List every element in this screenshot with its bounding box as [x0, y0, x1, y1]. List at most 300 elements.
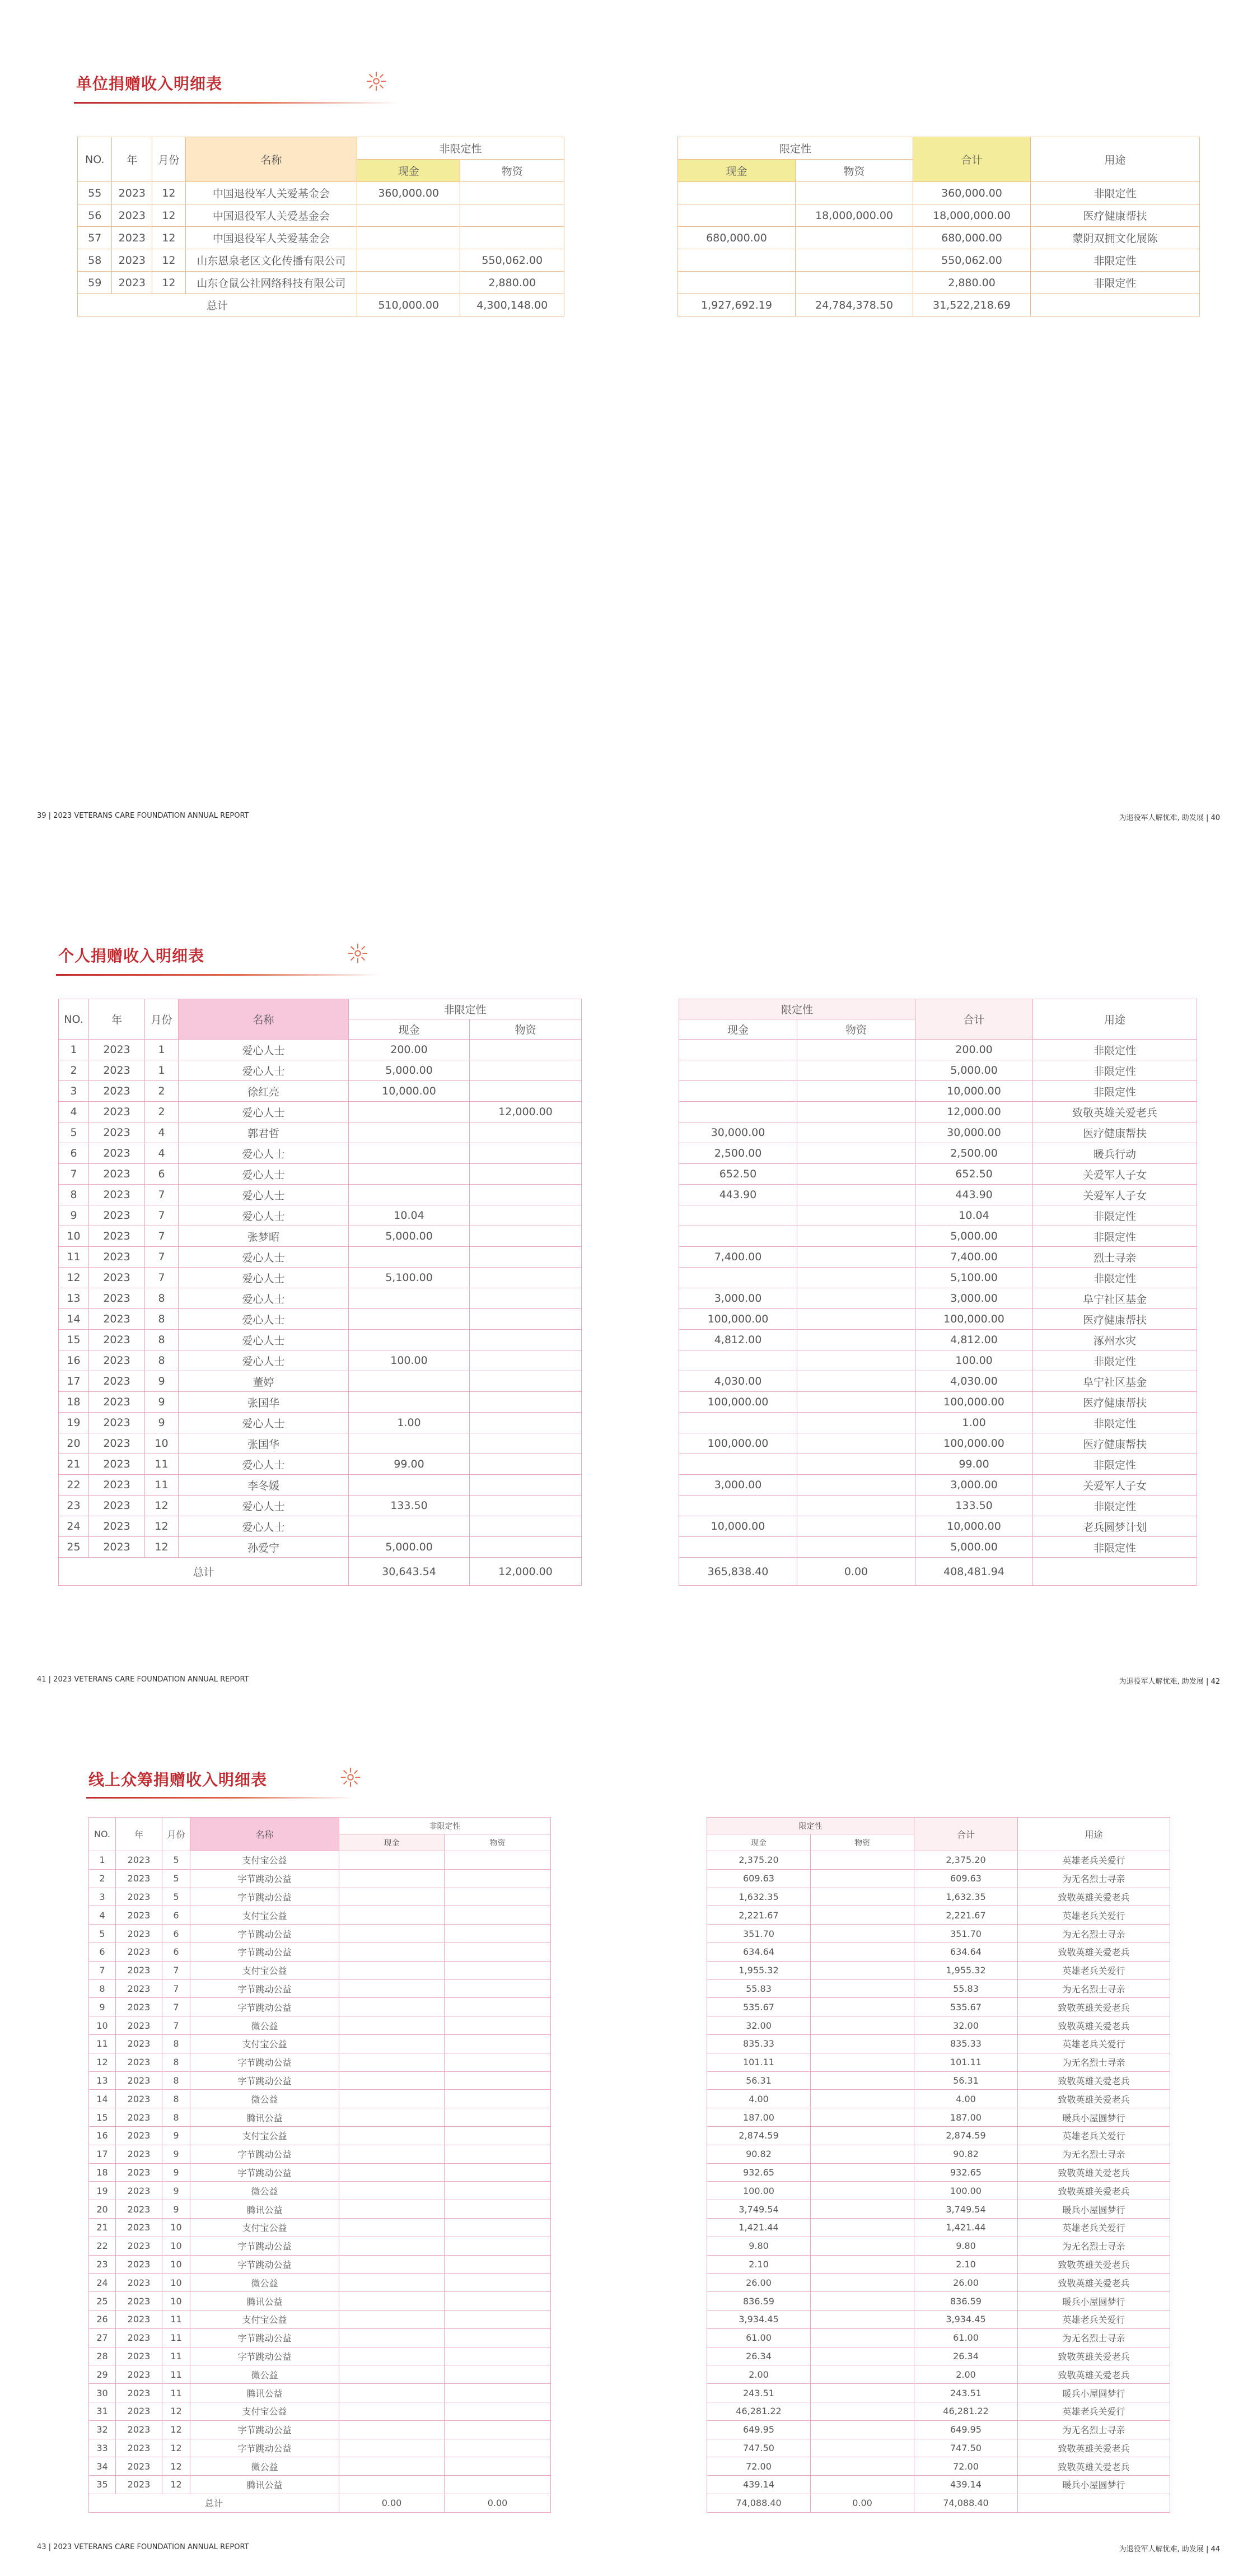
cell-month: 12	[152, 227, 185, 249]
cell-total: 1.00	[915, 1413, 1033, 1433]
cell-nonrestricted-cash	[339, 2071, 445, 2090]
cell-month: 9	[162, 2145, 190, 2163]
cell-month: 11	[162, 2347, 190, 2365]
cell-nonrestricted-cash	[339, 2420, 445, 2439]
col-header-no: NO.	[59, 999, 89, 1040]
cell-restricted-cash	[679, 1537, 797, 1558]
cell-month: 5	[162, 1851, 190, 1870]
cell-total: 200.00	[915, 1040, 1033, 1060]
cell-restricted-goods	[811, 2145, 914, 2163]
table-row	[89, 1998, 551, 2016]
cell-purpose: 医疗健康帮扶	[1033, 1433, 1197, 1454]
cell-no: 14	[59, 1309, 89, 1330]
table-row	[89, 1869, 551, 1888]
cell-restricted-cash	[679, 1226, 797, 1247]
table-row	[707, 1851, 1170, 1870]
col-header-name: 名称	[179, 999, 349, 1040]
cell-month: 6	[162, 1943, 190, 1961]
cell-no: 7	[59, 1164, 89, 1185]
table-row	[59, 1205, 582, 1226]
col-header-year: 年	[89, 999, 145, 1040]
cell-restricted-goods	[811, 2071, 914, 2090]
cell-total: 12,000.00	[915, 1102, 1033, 1122]
cell-year: 2023	[89, 1185, 145, 1205]
cell-nonrestricted-cash: 5,100.00	[349, 1268, 470, 1288]
cell-name: 字节跳动公益	[190, 2237, 339, 2255]
cell-month: 12	[162, 2476, 190, 2494]
cell-restricted-cash	[679, 1413, 797, 1433]
total-restricted-goods: 0.00	[811, 2494, 914, 2512]
cell-restricted-goods	[811, 2016, 914, 2035]
cell-restricted-cash: 26.34	[707, 2347, 811, 2365]
table-row	[59, 1185, 582, 1205]
cell-no: 20	[89, 2200, 116, 2219]
cell-name: 字节跳动公益	[190, 1998, 339, 2016]
cell-month: 11	[162, 2384, 190, 2402]
table-row	[679, 1185, 1197, 1205]
cell-year: 2023	[112, 227, 152, 249]
cell-total: 100.00	[915, 1350, 1033, 1371]
cell-restricted-cash: 2,221.67	[707, 1906, 811, 1925]
col-header-cash: 现金	[349, 1019, 470, 1040]
table-row	[707, 2328, 1170, 2347]
cell-restricted-cash: 4,812.00	[679, 1330, 797, 1350]
cell-name: 李冬媛	[179, 1475, 349, 1496]
cell-nonrestricted-goods: 2,880.00	[460, 272, 564, 294]
cell-purpose: 非限定性	[1033, 1350, 1197, 1371]
col-header-restricted: 限定性	[679, 999, 915, 1019]
cell-nonrestricted-cash: 5,000.00	[349, 1060, 470, 1081]
cell-year: 2023	[116, 2310, 162, 2328]
total-row	[59, 1558, 582, 1586]
table-row	[707, 1888, 1170, 1906]
cell-year: 2023	[116, 2200, 162, 2219]
cell-nonrestricted-goods	[445, 2476, 551, 2494]
cell-total: 1,955.32	[914, 1961, 1018, 1979]
table-row	[679, 1226, 1197, 1247]
cell-name: 字节跳动公益	[190, 1943, 339, 1961]
table-row	[89, 2016, 551, 2035]
cell-no: 1	[89, 1851, 116, 1870]
cell-restricted-goods	[811, 1925, 914, 1943]
cell-restricted-cash: 4,030.00	[679, 1371, 797, 1392]
total-purpose	[1018, 2494, 1170, 2512]
cell-total: 7,400.00	[915, 1247, 1033, 1268]
cell-purpose: 英雄老兵关爱行	[1018, 1851, 1170, 1870]
table-row	[707, 1961, 1170, 1979]
table-row	[59, 1392, 582, 1413]
table-row	[89, 2420, 551, 2439]
cell-restricted-goods	[811, 2402, 914, 2420]
cell-restricted-cash: 2,874.59	[707, 2126, 811, 2145]
cell-total: 55.83	[914, 1979, 1018, 1998]
cell-restricted-cash: 56.31	[707, 2071, 811, 2090]
cell-month: 10	[162, 2237, 190, 2255]
cell-name: 腾讯公益	[190, 2384, 339, 2402]
cell-month: 10	[145, 1433, 179, 1454]
cell-year: 2023	[89, 1122, 145, 1143]
cell-name: 字节跳动公益	[190, 2071, 339, 2090]
cell-year: 2023	[112, 272, 152, 294]
cell-total: 2,500.00	[915, 1143, 1033, 1164]
table-row	[679, 1060, 1197, 1081]
cell-restricted-cash	[679, 1102, 797, 1122]
total-restricted-goods: 24,784,378.50	[796, 294, 913, 316]
table-row	[707, 2090, 1170, 2108]
cell-nonrestricted-goods	[470, 1475, 582, 1496]
cell-year: 2023	[89, 1288, 145, 1309]
cell-name: 爱心人士	[179, 1102, 349, 1122]
table-row	[707, 2347, 1170, 2365]
cell-total: 932.65	[914, 2163, 1018, 2182]
cell-total: 5,100.00	[915, 1268, 1033, 1288]
cell-total: 26.00	[914, 2274, 1018, 2292]
cell-total: 187.00	[914, 2108, 1018, 2127]
table-row	[89, 2310, 551, 2328]
cell-no: 4	[89, 1906, 116, 1925]
table-row	[679, 1496, 1197, 1516]
cell-nonrestricted-goods	[470, 1164, 582, 1185]
cell-no: 23	[59, 1496, 89, 1516]
cell-total: 360,000.00	[913, 182, 1031, 204]
cell-nonrestricted-cash	[349, 1516, 470, 1537]
cell-restricted-cash: 9.80	[707, 2237, 811, 2255]
cell-month: 1	[145, 1060, 179, 1081]
table-row	[707, 1906, 1170, 1925]
cell-total: 649.95	[914, 2420, 1018, 2439]
table-row	[59, 1081, 582, 1102]
cell-total: 351.70	[914, 1925, 1018, 1943]
cell-nonrestricted-cash	[339, 2182, 445, 2200]
table-row	[89, 2274, 551, 2292]
cell-restricted-cash: 3,934.45	[707, 2310, 811, 2328]
cell-nonrestricted-goods	[470, 1205, 582, 1226]
cell-name: 爱心人士	[179, 1496, 349, 1516]
cell-month: 9	[145, 1371, 179, 1392]
cell-no: 6	[59, 1143, 89, 1164]
table-row	[59, 1060, 582, 1081]
cell-nonrestricted-goods	[470, 1226, 582, 1247]
col-header-total: 合计	[915, 999, 1033, 1040]
cell-purpose: 关爱军人子女	[1033, 1475, 1197, 1496]
cell-month: 6	[145, 1164, 179, 1185]
table-row	[89, 2402, 551, 2420]
table-row	[707, 2053, 1170, 2071]
cell-nonrestricted-goods	[470, 1454, 582, 1475]
cell-restricted-goods	[797, 1185, 915, 1205]
table-row	[707, 2384, 1170, 2402]
cell-nonrestricted-cash	[349, 1475, 470, 1496]
cell-name: 爱心人士	[179, 1350, 349, 1371]
cell-nonrestricted-cash	[349, 1309, 470, 1330]
cell-purpose: 英雄老兵关爱行	[1018, 2402, 1170, 2420]
cell-restricted-cash: 100.00	[707, 2182, 811, 2200]
cell-nonrestricted-cash	[339, 2237, 445, 2255]
cell-no: 26	[89, 2310, 116, 2328]
col-header-name: 名称	[190, 1818, 339, 1851]
cell-nonrestricted-goods	[445, 1869, 551, 1888]
cell-purpose: 致敬英雄关爱老兵	[1018, 1943, 1170, 1961]
cell-restricted-goods	[811, 2310, 914, 2328]
cell-restricted-goods	[797, 1081, 915, 1102]
cell-no: 19	[59, 1413, 89, 1433]
cell-total: 4.00	[914, 2090, 1018, 2108]
cell-year: 2023	[116, 2163, 162, 2182]
cell-nonrestricted-cash	[349, 1371, 470, 1392]
cell-nonrestricted-cash	[349, 1247, 470, 1268]
table-row	[59, 1309, 582, 1330]
table-row	[679, 1454, 1197, 1475]
cell-month: 7	[162, 1979, 190, 1998]
cell-no: 9	[89, 1998, 116, 2016]
table-row	[707, 2108, 1170, 2127]
cell-year: 2023	[116, 2108, 162, 2127]
cell-restricted-cash: 10,000.00	[679, 1516, 797, 1537]
table-row	[89, 2108, 551, 2127]
cell-purpose: 非限定性	[1033, 1268, 1197, 1288]
cell-nonrestricted-goods	[445, 1888, 551, 1906]
cell-no: 5	[89, 1925, 116, 1943]
cell-year: 2023	[116, 1961, 162, 1979]
cell-restricted-cash	[679, 1040, 797, 1060]
cell-nonrestricted-cash	[339, 2384, 445, 2402]
cell-no: 10	[59, 1226, 89, 1247]
table-row	[707, 1998, 1170, 2016]
col-header-goods: 物资	[796, 160, 913, 182]
col-header-purpose: 用途	[1018, 1818, 1170, 1851]
table-row	[707, 1943, 1170, 1961]
table-row	[89, 2439, 551, 2457]
cell-restricted-goods	[811, 2255, 914, 2274]
cell-purpose: 医疗健康帮扶	[1033, 1122, 1197, 1143]
cell-nonrestricted-cash: 10.04	[349, 1205, 470, 1226]
cell-name: 字节跳动公益	[190, 2420, 339, 2439]
cell-restricted-cash: 443.90	[679, 1185, 797, 1205]
cell-total: 26.34	[914, 2347, 1018, 2365]
cell-restricted-goods	[811, 1998, 914, 2016]
cell-purpose: 为无名烈士寻亲	[1018, 2145, 1170, 2163]
cell-no: 13	[59, 1288, 89, 1309]
cell-purpose: 关爱军人子女	[1033, 1164, 1197, 1185]
cell-total: 835.33	[914, 2034, 1018, 2053]
cell-restricted-goods	[811, 2328, 914, 2347]
cell-year: 2023	[116, 2071, 162, 2090]
cell-name: 字节跳动公益	[190, 2163, 339, 2182]
table-row	[89, 2182, 551, 2200]
cell-restricted-cash: 835.33	[707, 2034, 811, 2053]
cell-restricted-cash: 535.67	[707, 1998, 811, 2016]
cell-restricted-goods	[811, 1869, 914, 1888]
cell-nonrestricted-cash	[339, 2347, 445, 2365]
cell-nonrestricted-cash	[357, 227, 460, 249]
cell-restricted-cash: 634.64	[707, 1943, 811, 1961]
footer-left: 43 | 2023 VETERANS CARE FOUNDATION ANNUAL REPORT	[37, 2543, 249, 2551]
cell-restricted-cash: 100,000.00	[679, 1433, 797, 1454]
cell-restricted-cash: 652.50	[679, 1164, 797, 1185]
cell-restricted-cash	[678, 272, 796, 294]
cell-name: 爱心人士	[179, 1143, 349, 1164]
cell-year: 2023	[116, 2274, 162, 2292]
cell-purpose: 阜宁社区基金	[1033, 1288, 1197, 1309]
cell-name: 微公益	[190, 2182, 339, 2200]
table-row	[59, 1330, 582, 1350]
cell-purpose: 暖兵行动	[1033, 1143, 1197, 1164]
cell-nonrestricted-goods	[470, 1288, 582, 1309]
cell-name: 爱心人士	[179, 1309, 349, 1330]
cell-year: 2023	[116, 2402, 162, 2420]
cell-nonrestricted-cash	[349, 1392, 470, 1413]
total-restricted-cash: 365,838.40	[679, 1558, 797, 1586]
cell-purpose: 为无名烈士寻亲	[1018, 2420, 1170, 2439]
cell-month: 7	[145, 1247, 179, 1268]
table-row	[679, 1537, 1197, 1558]
cell-no: 8	[59, 1185, 89, 1205]
cell-purpose: 英雄老兵关爱行	[1018, 2034, 1170, 2053]
cell-restricted-cash: 649.95	[707, 2420, 811, 2439]
table-row	[707, 2402, 1170, 2420]
cell-year: 2023	[89, 1496, 145, 1516]
cell-name: 微公益	[190, 2016, 339, 2035]
cell-month: 12	[145, 1537, 179, 1558]
cell-restricted-goods	[797, 1413, 915, 1433]
cell-name: 爱心人士	[179, 1413, 349, 1433]
table-row	[89, 2457, 551, 2476]
cell-no: 23	[89, 2255, 116, 2274]
cell-total: 439.14	[914, 2476, 1018, 2494]
total-restricted-cash: 1,927,692.19	[678, 294, 796, 316]
col-header-cash: 现金	[357, 160, 460, 182]
cell-no: 5	[59, 1122, 89, 1143]
sun-icon	[340, 1767, 361, 1788]
cell-name: 字节跳动公益	[190, 1979, 339, 1998]
cell-month: 9	[145, 1413, 179, 1433]
cell-restricted-cash	[679, 1496, 797, 1516]
cell-nonrestricted-goods	[445, 2090, 551, 2108]
col-header-restricted: 限定性	[678, 137, 913, 160]
unit-donation-page	[0, 0, 1257, 840]
table-row	[78, 182, 564, 204]
cell-nonrestricted-goods	[445, 2218, 551, 2237]
col-header-year: 年	[112, 137, 152, 182]
cell-nonrestricted-goods	[470, 1516, 582, 1537]
cell-year: 2023	[116, 1925, 162, 1943]
table-row	[89, 1888, 551, 1906]
cell-year: 2023	[116, 2476, 162, 2494]
cell-name: 微公益	[190, 2365, 339, 2384]
title-underline	[86, 1797, 355, 1799]
table-row	[679, 1143, 1197, 1164]
cell-nonrestricted-cash: 360,000.00	[357, 182, 460, 204]
cell-purpose: 致敬英雄关爱老兵	[1018, 2439, 1170, 2457]
cell-year: 2023	[116, 1869, 162, 1888]
cell-restricted-cash	[679, 1350, 797, 1371]
cell-restricted-goods	[811, 1961, 914, 1979]
cell-year: 2023	[116, 2328, 162, 2347]
table-row	[59, 1433, 582, 1454]
cell-purpose: 暖兵小屋圆梦行	[1018, 2292, 1170, 2311]
cell-purpose: 非限定性	[1033, 1537, 1197, 1558]
cell-no: 30	[89, 2384, 116, 2402]
cell-year: 2023	[116, 2218, 162, 2237]
cell-name: 字节跳动公益	[190, 2053, 339, 2071]
cell-name: 爱心人士	[179, 1288, 349, 1309]
cell-year: 2023	[89, 1516, 145, 1537]
table-row	[89, 1925, 551, 1943]
cell-year: 2023	[89, 1433, 145, 1454]
cell-nonrestricted-goods	[445, 2034, 551, 2053]
cell-purpose: 致敬英雄关爱老兵	[1018, 2090, 1170, 2108]
cell-restricted-goods	[797, 1102, 915, 1122]
cell-nonrestricted-goods: 12,000.00	[470, 1102, 582, 1122]
cell-year: 2023	[112, 182, 152, 204]
cell-nonrestricted-goods	[445, 2182, 551, 2200]
cell-restricted-goods	[797, 1288, 915, 1309]
table-row	[707, 1869, 1170, 1888]
cell-nonrestricted-cash	[357, 204, 460, 227]
table-row	[89, 2292, 551, 2311]
table-row	[707, 2292, 1170, 2311]
cell-restricted-goods	[811, 2108, 914, 2127]
cell-month: 12	[162, 2439, 190, 2457]
cell-restricted-goods	[811, 2182, 914, 2200]
cell-year: 2023	[89, 1040, 145, 1060]
cell-restricted-cash: 32.00	[707, 2016, 811, 2035]
cell-year: 2023	[116, 1851, 162, 1870]
cell-year: 2023	[116, 2145, 162, 2163]
cell-purpose: 为无名烈士寻亲	[1018, 2053, 1170, 2071]
cell-name: 爱心人士	[179, 1247, 349, 1268]
cell-name: 张国华	[179, 1433, 349, 1454]
table-row	[679, 1288, 1197, 1309]
cell-restricted-cash	[679, 1081, 797, 1102]
cell-no: 19	[89, 2182, 116, 2200]
cell-restricted-goods	[811, 2237, 914, 2255]
cell-restricted-goods	[811, 2126, 914, 2145]
cell-nonrestricted-cash	[339, 1925, 445, 1943]
cell-total: 1,421.44	[914, 2218, 1018, 2237]
col-header-purpose: 用途	[1031, 137, 1200, 182]
cell-purpose: 暖兵小屋圆梦行	[1018, 2200, 1170, 2219]
table-row	[707, 2457, 1170, 2476]
cell-name: 支付宝公益	[190, 2126, 339, 2145]
cell-restricted-goods	[811, 1979, 914, 1998]
table-row	[89, 2145, 551, 2163]
cell-total: 1,632.35	[914, 1888, 1018, 1906]
cell-name: 微公益	[190, 2090, 339, 2108]
cell-nonrestricted-goods	[470, 1040, 582, 1060]
cell-purpose: 致敬英雄关爱老兵	[1018, 2071, 1170, 2090]
cell-total: 30,000.00	[915, 1122, 1033, 1143]
table-row	[679, 1122, 1197, 1143]
cell-nonrestricted-cash	[339, 2034, 445, 2053]
cell-nonrestricted-goods	[470, 1268, 582, 1288]
table-row	[679, 1081, 1197, 1102]
cell-nonrestricted-goods	[445, 2457, 551, 2476]
cell-nonrestricted-goods	[445, 2108, 551, 2127]
cell-purpose: 非限定性	[1033, 1454, 1197, 1475]
cell-month: 8	[162, 2071, 190, 2090]
cell-nonrestricted-cash	[339, 2218, 445, 2237]
total-restricted-goods: 0.00	[797, 1558, 915, 1586]
cell-year: 2023	[89, 1350, 145, 1371]
table-row	[59, 1247, 582, 1268]
cell-no: 16	[89, 2126, 116, 2145]
cell-month: 7	[145, 1226, 179, 1247]
cell-name: 爱心人士	[179, 1268, 349, 1288]
cell-year: 2023	[116, 2439, 162, 2457]
total-sum: 31,522,218.69	[913, 294, 1031, 316]
total-row	[89, 2494, 551, 2512]
